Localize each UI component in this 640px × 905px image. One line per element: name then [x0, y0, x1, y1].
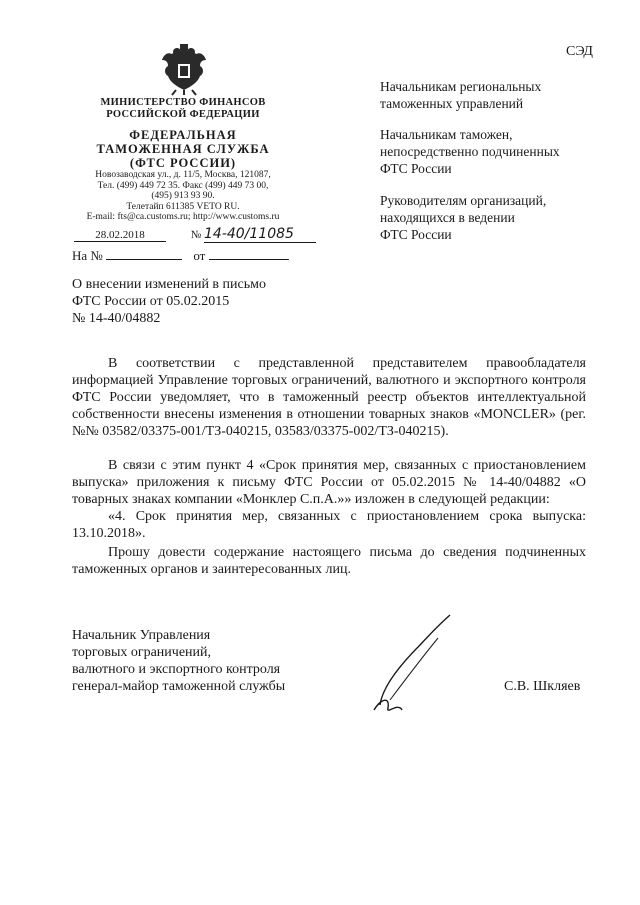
sed-mark: СЭД — [566, 44, 593, 59]
signatory-title-line-2: торговых ограничений, — [72, 645, 212, 660]
ministry-line-2: РОССИЙСКОЙ ФЕДЕРАЦИИ — [106, 109, 260, 120]
addressee-3-line-1: Руководителям организаций, — [380, 193, 547, 208]
signatory-name: С.В. Шкляев — [504, 679, 581, 694]
paragraph-2-text: В связи с этим пункт 4 «Срок принятия мер, связанных с приостановлением выпуска» приложения к письму ФТС России от 05.02.2015 № 14-40/04882 «О товарных знаках компании «Монклер С.п.А.»» изложен в следующей редакции: — [72, 458, 586, 507]
ministry-name — [70, 97, 296, 121]
body-paragraph-2 — [72, 457, 586, 508]
addressee-1-line-2: таможенных управлений — [380, 96, 524, 111]
address-line-2: Тел. (499) 449 72 35. Факс (499) 449 73 00, — [97, 180, 269, 191]
addressee-3 — [380, 192, 546, 243]
registration-number: 14-40/11085 — [204, 226, 316, 243]
coat-of-arms-emblem — [158, 42, 210, 96]
subject-line-3: № 14-40/04882 — [72, 311, 161, 326]
ref-label: На № — [72, 248, 103, 263]
email: E-mail: fts@ca.customs.ru; http://www.customs.ru — [86, 212, 280, 222]
registration-row — [74, 226, 316, 243]
service-line-2: ТАМОЖЕННАЯ СЛУЖБА — [96, 142, 270, 156]
letter-subject — [72, 276, 266, 327]
address-line-3: (495) 913 93 90. — [151, 191, 215, 201]
body-paragraph-1 — [72, 355, 586, 440]
addressee-2-line-3: ФТС России — [380, 161, 452, 176]
addressee-1 — [380, 78, 541, 112]
ref-number-blank — [106, 259, 182, 260]
paragraph-4-text: Прошу довести содержание настоящего письма до сведения подчиненных таможенных органов и заинтересованных лиц. — [72, 545, 586, 577]
body-paragraph-4 — [72, 544, 586, 578]
signatory-title-line-4: генерал-майор таможенной службы — [72, 679, 286, 694]
service-line-1: ФЕДЕРАЛЬНАЯ — [129, 128, 237, 142]
addressee-2-line-1: Начальникам таможен, — [380, 127, 513, 142]
subject-line-2: ФТС России от 05.02.2015 — [72, 294, 230, 309]
address-line-1: Новозаводская ул., д. 11/5, Москва, 121087, — [95, 170, 271, 180]
addressee-3-line-3: ФТС России — [380, 227, 452, 242]
ref-date-blank — [209, 259, 289, 260]
handwritten-signature — [360, 610, 470, 720]
signatory-title-line-3: валютного и экспортного контроля — [72, 662, 281, 677]
paragraph-1-text: В соответствии с представленной представителем правообладателя информацией Управление торговых ограничений, валютного и экспортного контроля ФТС России уведомляет, что в таможенный реестр объектов интеллектуальной собственности внесены изменения в отношении товарных знаков «MONCLER» (рег. №№ 03582/03375-001/ТЗ-040215, 03583/03375-002/ТЗ-040215). — [72, 356, 586, 439]
ministry-line-1: МИНИСТЕРСТВО ФИНАНСОВ — [100, 97, 266, 108]
registration-date: 28.02.2018 — [74, 229, 166, 242]
signatory-title-line-1: Начальник Управления — [72, 628, 211, 643]
body-paragraph-3 — [72, 508, 586, 542]
paragraph-3-text: «4. Срок принятия мер, связанных с приостановлением срока выпуска: 13.10.2018». — [72, 509, 586, 541]
addressee-2-line-2: непосредственно подчиненных — [380, 144, 560, 159]
addressee-1-line-1: Начальникам региональных — [380, 79, 542, 94]
number-label: № — [190, 229, 202, 241]
telex: Телетайп 611385 VETO RU. — [126, 201, 240, 212]
sender-contacts — [70, 170, 296, 223]
addressee-2 — [380, 126, 560, 177]
signatory-title — [72, 627, 285, 695]
service-name — [70, 128, 296, 170]
from-label: от — [193, 248, 206, 263]
reference-row — [72, 248, 289, 264]
addressee-3-line-2: находящихся в ведении — [380, 210, 515, 225]
subject-line-1: О внесении изменений в письмо — [72, 277, 266, 292]
service-line-3: (ФТС РОССИИ) — [129, 156, 237, 170]
